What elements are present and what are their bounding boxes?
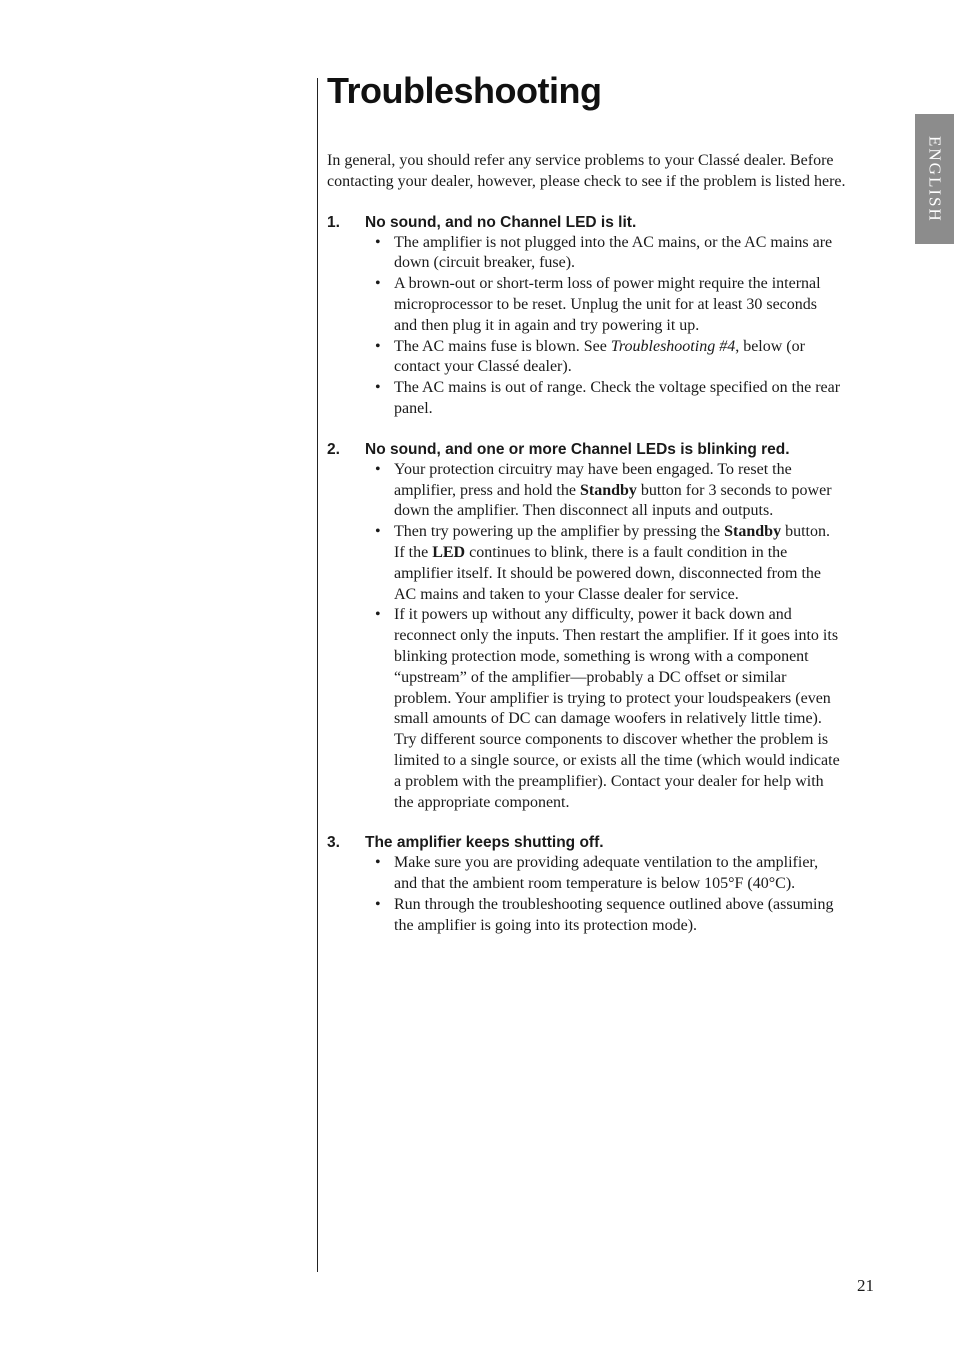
- list-item: [394, 460, 844, 522]
- section-title: The amplifier keeps shutting off.: [365, 834, 604, 852]
- page-content: [327, 151, 887, 956]
- intro-paragraph: In general, you should refer any service problems to your Classé dealer. Before contacting your dealer, however, please check to see if the problem is listed here.: [327, 152, 846, 190]
- list-item: • Run through the troubleshooting sequence outlined above (assuming the amplifier is going into its protection mode).: [394, 895, 844, 937]
- page-number: 21: [857, 1276, 874, 1295]
- item-text: , below (or contact your Classé dealer).: [394, 337, 805, 376]
- bullet-list: [327, 853, 887, 936]
- section-number: 3.: [327, 834, 340, 852]
- item-text: button for 3 seconds to power down the amplifier. Then disconnect all inputs and outputs.: [394, 481, 832, 520]
- control-name: LED: [432, 543, 466, 561]
- section-heading: [327, 832, 887, 853]
- section-title: No sound, and one or more Channel LEDs is blinking red.: [365, 440, 790, 458]
- section-heading: [327, 439, 887, 460]
- page-title: Troubleshooting: [327, 70, 602, 111]
- item-text: button. If the: [394, 523, 830, 561]
- section-title: No sound, and no Channel LED is lit.: [365, 213, 637, 231]
- section-number: 2.: [327, 440, 340, 458]
- item-text: continues to blink, there is a fault condition in the amplifier itself. It should be powered down, disconnected from the AC mains and taken to your Classe dealer for service.: [394, 543, 821, 603]
- item-text: The AC mains fuse is blown. See: [394, 337, 611, 355]
- section-heading: [327, 212, 887, 233]
- section-1: [327, 212, 887, 420]
- section-3: [327, 832, 887, 936]
- item-text: Your protection circuitry may have been engaged. To reset the amplifier, press and hold the: [394, 460, 792, 499]
- control-name: Standby: [579, 481, 637, 499]
- bullet-list: [327, 460, 887, 814]
- cross-reference: Troubleshooting #4: [610, 337, 736, 355]
- list-item: • The amplifier is not plugged into the AC mains, or the AC mains are down (circuit breaker, fuse).: [394, 233, 844, 275]
- list-item: • A brown-out or short-term loss of power might require the internal microprocessor to be reset. Unplug the unit for at least 30 seconds and then plug it in again and try powering it up.: [394, 274, 844, 336]
- list-item: • If it powers up without any difficulty, power it back down and reconnect only the inputs. Then restart the amplifier. If it goes into its blinking protection mode, something is wrong with a component “upstream” of the amplifier—probably a DC offset or similar problem. Your amplifier is trying to protect your loudspeakers (even small amounts of DC can damage woofers in relatively little time). Try different source components to discover whether the problem is limited to a single source, or exists all the time (which would indicate a problem with the preamplifier). Contact your dealer for help with the appropriate component.: [394, 605, 844, 813]
- list-item: • Make sure you are providing adequate ventilation to the amplifier, and that the ambient room temperature is below 105°F (40°C).: [394, 853, 844, 895]
- language-tab-label: ENGLISH: [925, 135, 945, 223]
- section-2: [327, 439, 887, 814]
- item-text: Then try powering up the amplifier by pressing the: [394, 523, 725, 541]
- bullet-list: [327, 233, 887, 420]
- section-number: 1.: [327, 213, 340, 231]
- language-tab: [915, 114, 954, 244]
- margin-rule: [317, 78, 318, 1272]
- list-item: [394, 337, 844, 379]
- control-name: Standby: [724, 523, 782, 541]
- list-item: • The AC mains is out of range. Check the voltage specified on the rear panel.: [394, 378, 844, 420]
- list-item: [394, 522, 844, 605]
